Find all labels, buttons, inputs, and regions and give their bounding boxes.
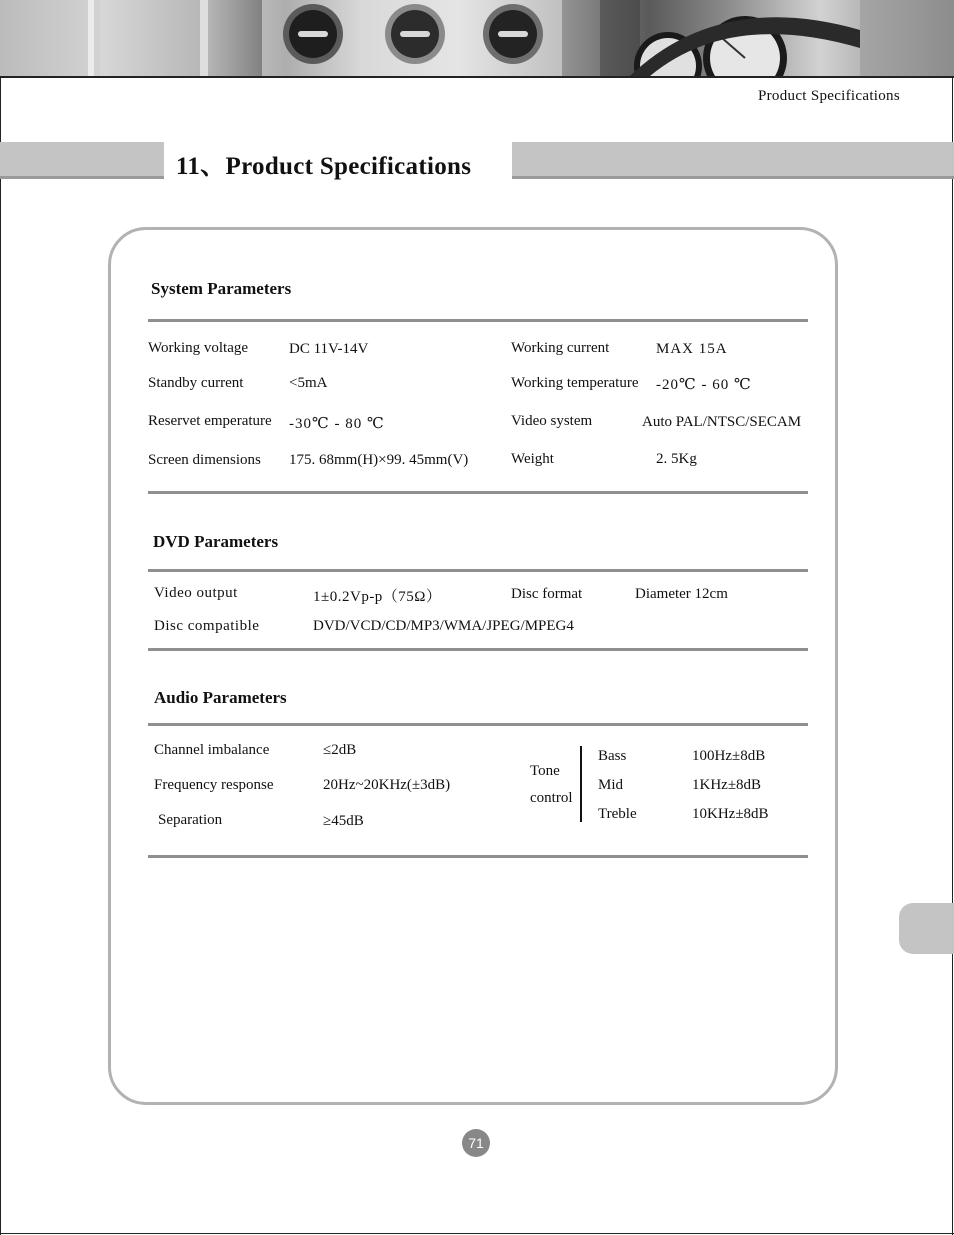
divider-rule [148, 569, 808, 572]
page-title: 11、Product Specifications [176, 153, 472, 180]
spec-value: DC 11V-14V [289, 341, 369, 357]
tone-value: 100Hz±8dB [692, 748, 766, 764]
spec-value: 1±0.2Vp-p（75Ω） [313, 589, 442, 605]
page-number-badge: 71 [462, 1129, 490, 1157]
tone-bracket [580, 746, 582, 822]
page-frame-bottom [0, 1233, 954, 1234]
page-frame-left [0, 78, 1, 1235]
spec-value: -20℃ - 60 ℃ [656, 377, 752, 393]
spec-label: Standby current [148, 375, 244, 391]
spec-label: Video output [154, 585, 238, 601]
chapter-tab [899, 903, 954, 954]
running-header: Product Specifications [758, 88, 900, 104]
spec-value: 2. 5Kg [656, 451, 697, 467]
spec-value: -30℃ - 80 ℃ [289, 416, 385, 432]
spec-value: 175. 68mm(H)×99. 45mm(V) [289, 452, 469, 468]
spec-value: Auto PAL/NTSC/SECAM [642, 414, 802, 430]
spec-label: Weight [511, 451, 554, 467]
tone-control-label: control [530, 790, 573, 806]
tone-label: Mid [598, 777, 624, 793]
tone-label: Bass [598, 748, 627, 764]
spec-label: Frequency response [154, 777, 274, 793]
divider-rule [148, 319, 808, 322]
spec-card [108, 227, 838, 1105]
spec-label: Working voltage [148, 340, 249, 356]
spec-label: Separation [158, 812, 223, 828]
divider-rule [148, 855, 808, 858]
spec-label: Reservet emperature [148, 413, 272, 429]
knob-icon [483, 4, 543, 64]
spec-value: MAX 15A [656, 341, 728, 357]
spec-value: <5mA [289, 375, 328, 391]
system-parameters-heading: System Parameters [151, 279, 292, 298]
knob-icon [283, 4, 343, 64]
spec-label: Working temperature [511, 375, 639, 391]
dashboard-illustration [0, 0, 954, 76]
spec-label: Channel imbalance [154, 742, 270, 758]
tone-label: Treble [598, 806, 637, 822]
knob-icon [385, 4, 445, 64]
spec-label: Screen dimensions [148, 452, 261, 468]
tone-control-label: Tone [530, 763, 560, 779]
divider-rule [148, 491, 808, 494]
page-frame-right [952, 78, 953, 1235]
spec-value: Diameter 12cm [635, 586, 728, 602]
audio-parameters-heading: Audio Parameters [154, 688, 287, 707]
title-bar-left [0, 142, 164, 179]
spec-value: 20Hz~20KHz(±3dB) [323, 777, 451, 793]
title-bar-right [512, 142, 954, 179]
dvd-parameters-heading: DVD Parameters [153, 532, 279, 551]
spec-value: DVD/VCD/CD/MP3/WMA/JPEG/MPEG4 [313, 618, 574, 634]
tone-value: 10KHz±8dB [692, 806, 769, 822]
spec-label: Disc format [511, 586, 583, 602]
spec-value: ≤2dB [323, 742, 357, 758]
divider-rule [148, 648, 808, 651]
header-banner-photo [0, 0, 954, 76]
spec-value: ≥45dB [323, 813, 364, 829]
banner-separator [0, 76, 954, 78]
spec-label: Working current [511, 340, 610, 356]
spec-label: Video system [511, 413, 593, 429]
tone-value: 1KHz±8dB [692, 777, 762, 793]
divider-rule [148, 723, 808, 726]
spec-label: Disc compatible [154, 618, 260, 634]
